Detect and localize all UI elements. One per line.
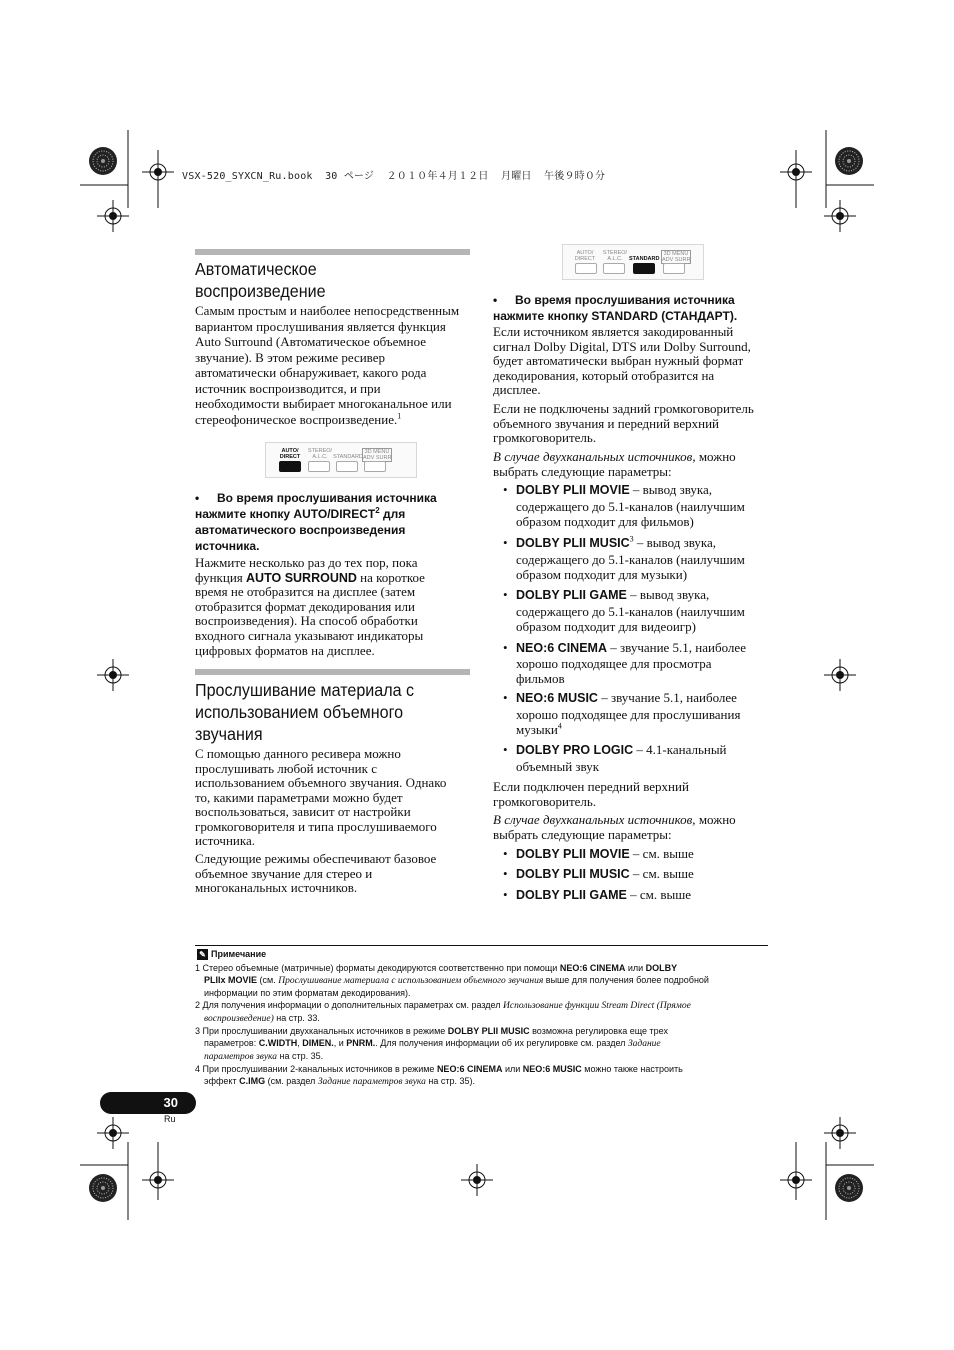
front-panel-illustration-left	[265, 442, 417, 478]
page-number: 30	[163, 1095, 178, 1110]
page-language: Ru	[164, 1114, 176, 1124]
footnotes	[195, 962, 770, 1088]
label-stereo-alc: STEREO/ A.L.C.	[602, 250, 628, 262]
footnote-ref: 1	[397, 411, 402, 421]
section-title-auto	[195, 258, 326, 302]
label-auto-direct: AUTO/ DIRECT	[574, 250, 596, 262]
encoded-source-paragraph: Если источником является закодированный сигнал Dolby Digital, DTS или Dolby Surround, будет автоматически выбран нужный формат декодирования, который отобразится на дисплее.	[493, 324, 751, 398]
adv-surr-button[interactable]	[364, 461, 386, 472]
footnote-2: 2 Для получения информации о дополнительных параметрах см. раздел Использование функции Stream Direct (Прямое воспроизведение) на стр. 33.	[195, 1000, 691, 1024]
list-item: • DOLBY PLII MOVIE – см. выше	[503, 846, 694, 861]
two-channel-paragraph: В случае двухканальных источников, можно выбрать следующие параметры:	[493, 449, 736, 479]
page-number-tab	[100, 1092, 196, 1114]
stereo-alc-button[interactable]	[308, 461, 330, 472]
list-item: • DOLBY PLII GAME – вывод звука, содержащего до 5.1-каналов (наилучшим образом подходит для видеоигр)	[503, 587, 745, 634]
notes-heading: ✎ Примечание	[197, 948, 266, 960]
standard-button[interactable]	[336, 461, 358, 472]
notes-divider	[195, 945, 768, 946]
footnote-1: 1 Стерео объемные (матричные) форматы декодируются соответственно при помощи NEO:6 CINEMA или DOLBY PLIIx MOVIE (см. Прослушивание материала с использованием объемного звучания выше для получения более подробной информации по этим форматам декодирования).	[195, 963, 709, 998]
label-adv-surr: 3D MENU ADV SURR	[363, 449, 392, 461]
standard-button[interactable]	[633, 263, 655, 274]
label-standard: STANDARD	[629, 256, 660, 262]
list-item: • DOLBY PRO LOGIC – 4.1-канальный объемный звук	[503, 742, 727, 774]
label-standard: STANDARD	[333, 454, 363, 460]
standard-instruction: • Во время прослушивания источника нажмите кнопку STANDARD (СТАНДАРТ).	[493, 293, 738, 323]
auto-direct-button[interactable]	[279, 461, 301, 472]
footnote-3: 3 При прослушивании двухканальных источников в режиме DOLBY PLII MUSIC возможна регулировка еще трех параметров: C.WIDTH, DIMEN., и PNRM.. Для получения информации об их регулировке см. раздел Задание параметров звука на стр. 35.	[195, 1026, 668, 1062]
stereo-alc-button[interactable]	[603, 263, 625, 274]
adv-surr-button[interactable]	[663, 263, 685, 274]
list-item: • DOLBY PLII MOVIE – вывод звука, содержащего до 5.1-каналов (наилучшим образом подходит для фильмов)	[503, 482, 745, 529]
no-rear-speaker-paragraph: Если не подключены задний громкоговоритель объемного звучания и передний верхний громкоговоритель.	[493, 401, 754, 446]
auto-intro-paragraph: Самым простым и наиболее непосредственным вариантом прослушивания является функция Auto Surround (Автоматическое объемное звучание). В этом режиме ресивер автоматически обнаруживает, какого рода источник воспроизводится, и при необходимости выбирает многоканальное или стереофоническое воспроизведение.$^1$	[195, 303, 460, 427]
front-height-paragraph: Если подключен передний верхний громкоговоритель.	[493, 779, 689, 809]
list-item: • DOLBY PLII GAME – см. выше	[503, 887, 692, 902]
section-bar-1	[195, 249, 470, 255]
basic-modes-paragraph: Следующие режимы обеспечивают базовое объемное звучание для стерео и многоканальных источников.	[195, 851, 437, 895]
footnote-4: 4 При прослушивании 2-канальных источников в режиме NEO:6 CINEMA или NEO:6 MUSIC можно также настроить эффект C.IMG (см. раздел Задание параметров звука на стр. 35).	[195, 1064, 683, 1087]
two-channel-paragraph-2: В случае двухканальных источников, можно выбрать следующие параметры:	[493, 812, 736, 842]
list-item: • DOLBY PLII MUSIC$^3$ – вывод звука, содержащего до 5.1-каналов (наилучшим образом подходит для музыки)	[503, 534, 745, 582]
section-title-surround: Прослушивание материала с использованием объемного звучания	[195, 680, 415, 744]
file-info-header: VSX-520_SYXCN_Ru.book 30 ページ ２０１０年４月１２日 月曜日 午後９時０分	[182, 171, 606, 182]
list-item: • DOLBY PLII MUSIC – см. выше	[503, 866, 694, 881]
bullet: •	[493, 293, 498, 307]
section-bar-2	[195, 669, 470, 675]
note-icon: ✎	[197, 949, 208, 960]
front-panel-illustration-right	[562, 244, 704, 280]
label-stereo-alc: STEREO/ A.L.C.	[307, 448, 333, 460]
footnote-ref: 2	[375, 506, 380, 515]
label-adv-surr: 3D MENU ADV SURR	[662, 251, 691, 263]
auto-surround-paragraph: Нажмите несколько раз до тех пор, пока функция AUTO SURROUND на короткое время не отобразится на дисплее (затем отобразится формат декодирования или воспроизведения). На способ обработки входного сигнала указывают индикаторы цифровых форматов на дисплее.	[195, 555, 425, 658]
bullet: •	[195, 491, 200, 505]
list-item: • NEO:6 CINEMA – звучание 5.1, наиболее хорошо подходящее для просмотра фильмов	[503, 640, 746, 686]
list-item: • NEO:6 MUSIC – звучание 5.1, наиболее хорошо подходящее для прослушивания музыки$^4$	[503, 690, 741, 737]
title-line-2: воспроизведение	[195, 281, 326, 301]
auto-direct-instruction: • Во время прослушивания источника нажмите кнопку AUTO/DIRECT$^2$ для автоматического воспроизведения источника.	[195, 491, 437, 553]
title-line-1: Автоматическое	[195, 259, 317, 279]
surround-intro-paragraph: С помощью данного ресивера можно прослушивать любой источник с использованием объемного звучания. Однако то, какими параметрами можно будет воспользоваться, зависит от настройки громкоговорителя и типа прослушиваемого источника.	[195, 746, 447, 848]
auto-direct-button[interactable]	[575, 263, 597, 274]
label-auto-direct: AUTO/ DIRECT	[279, 448, 301, 460]
